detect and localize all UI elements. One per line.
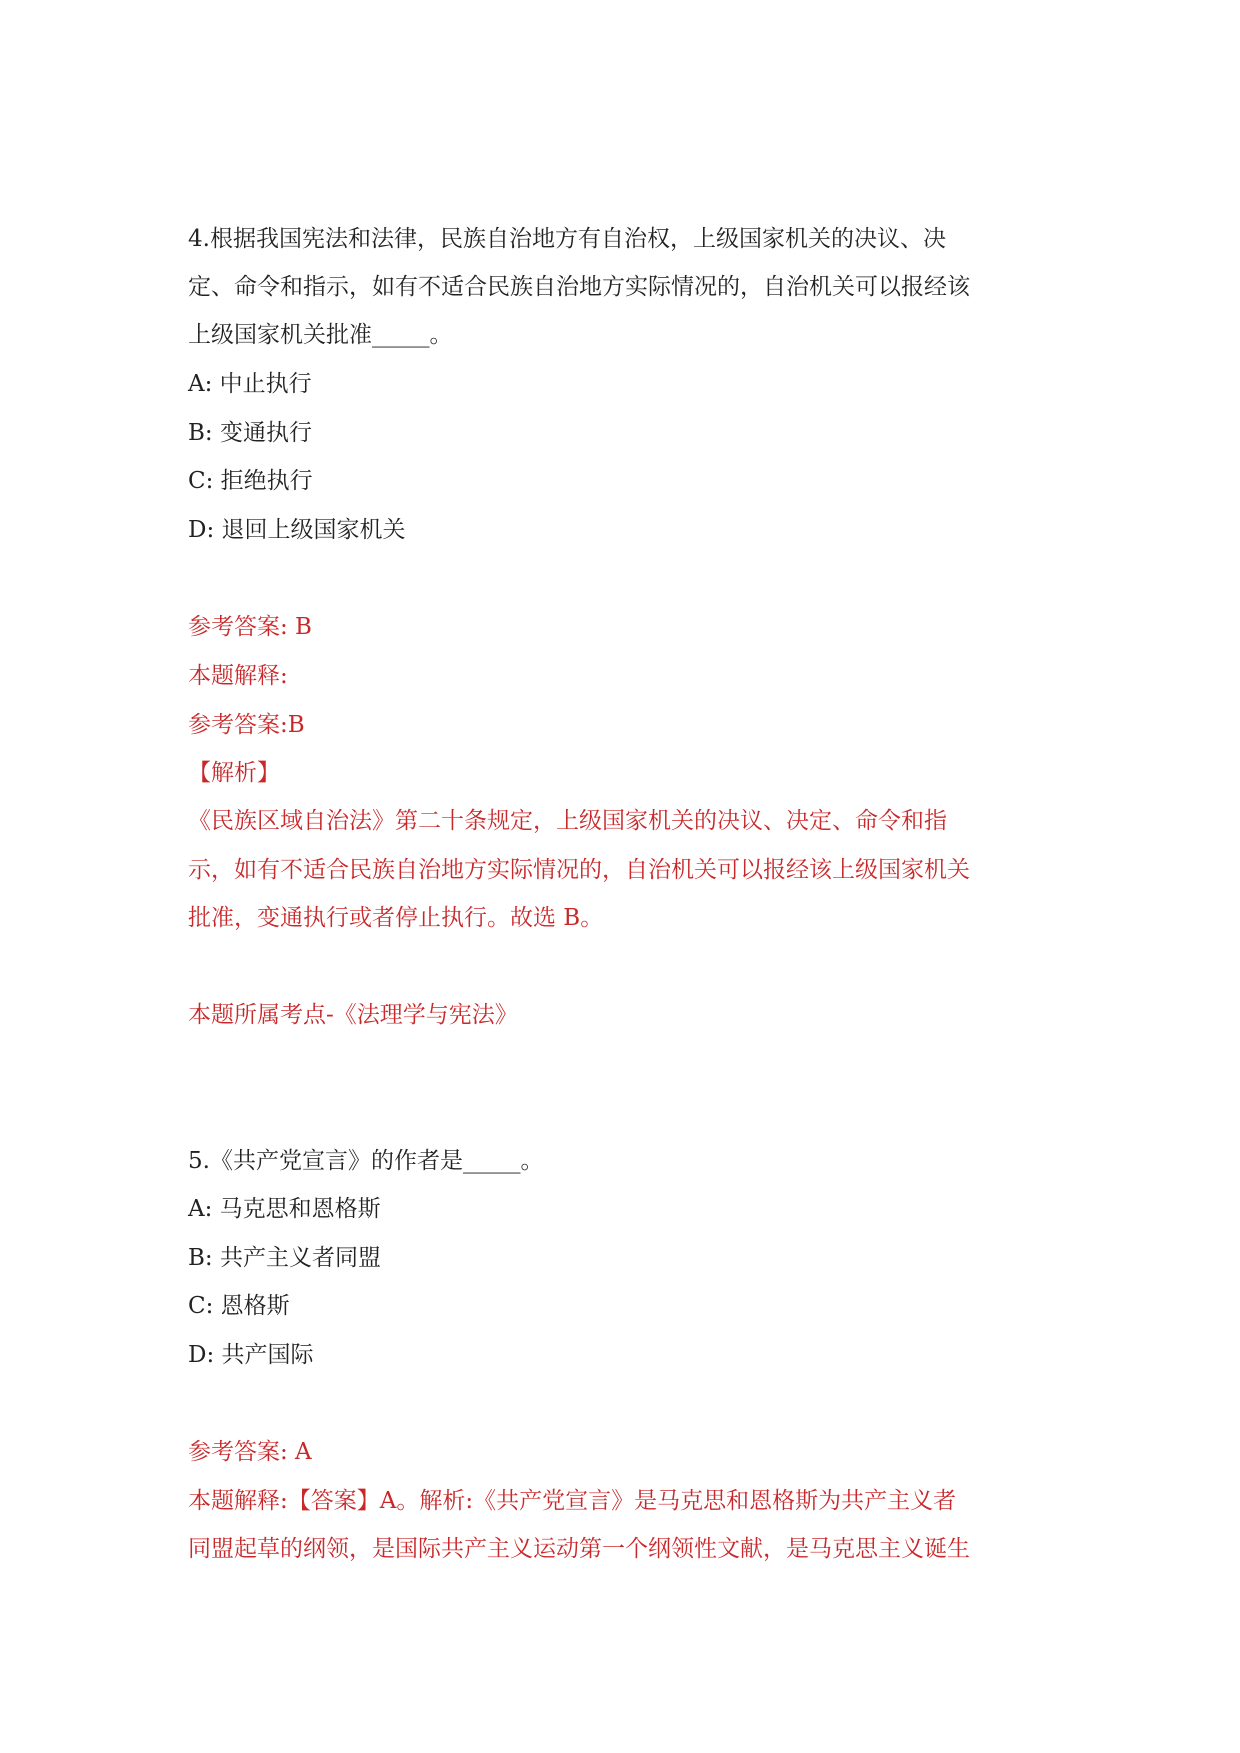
q5-answer: 参考答案: A [188,1439,312,1465]
q5-explanation-line-1: 本题解释:【答案】A。解析:《共产党宣言》是马克思和恩格斯为共产主义者 [188,1488,957,1514]
q4-stem-line-1: 4.根据我国宪法和法律，民族自治地方有自治权，上级国家机关的决议、决 [188,226,946,252]
q5-option-c: C: 恩格斯 [188,1293,290,1319]
q5-option-a: A: 马克思和恩格斯 [188,1196,381,1222]
q5-option-d: D: 共产国际 [188,1342,314,1368]
q4-stem-line-2: 定、命令和指示，如有不适合民族自治地方实际情况的，自治机关可以报经该 [188,274,970,300]
q5-explanation-line-2: 同盟起草的纲领，是国际共产主义运动第一个纲领性文献，是马克思主义诞生 [188,1536,970,1562]
q5-stem-line-1: 5.《共产党宣言》的作者是_____。 [188,1148,544,1174]
q4-answer: 参考答案: B [188,614,312,640]
q4-option-a: A: 中止执行 [188,371,312,397]
q4-option-b: B: 变通执行 [188,420,312,446]
q4-analysis-line-1: 《民族区域自治法》第二十条规定，上级国家机关的决议、决定、命令和指 [188,808,947,834]
q4-stem-line-3: 上级国家机关批准_____。 [188,322,453,348]
q4-analysis-tag: 【解析】 [188,760,280,786]
q4-analysis-line-3: 批准，变通执行或者停止执行。故选 B。 [188,905,604,931]
q4-option-d: D: 退回上级国家机关 [188,517,406,543]
q5-option-b: B: 共产主义者同盟 [188,1245,381,1271]
q4-option-c: C: 拒绝执行 [188,468,313,494]
q4-analysis-line-2: 示，如有不适合民族自治地方实际情况的，自治机关可以报经该上级国家机关 [188,857,970,883]
q4-topic: 本题所属考点-《法理学与宪法》 [188,1002,518,1028]
q4-answer-repeat: 参考答案:B [188,712,305,738]
q4-explanation-label: 本题解释: [188,663,288,689]
